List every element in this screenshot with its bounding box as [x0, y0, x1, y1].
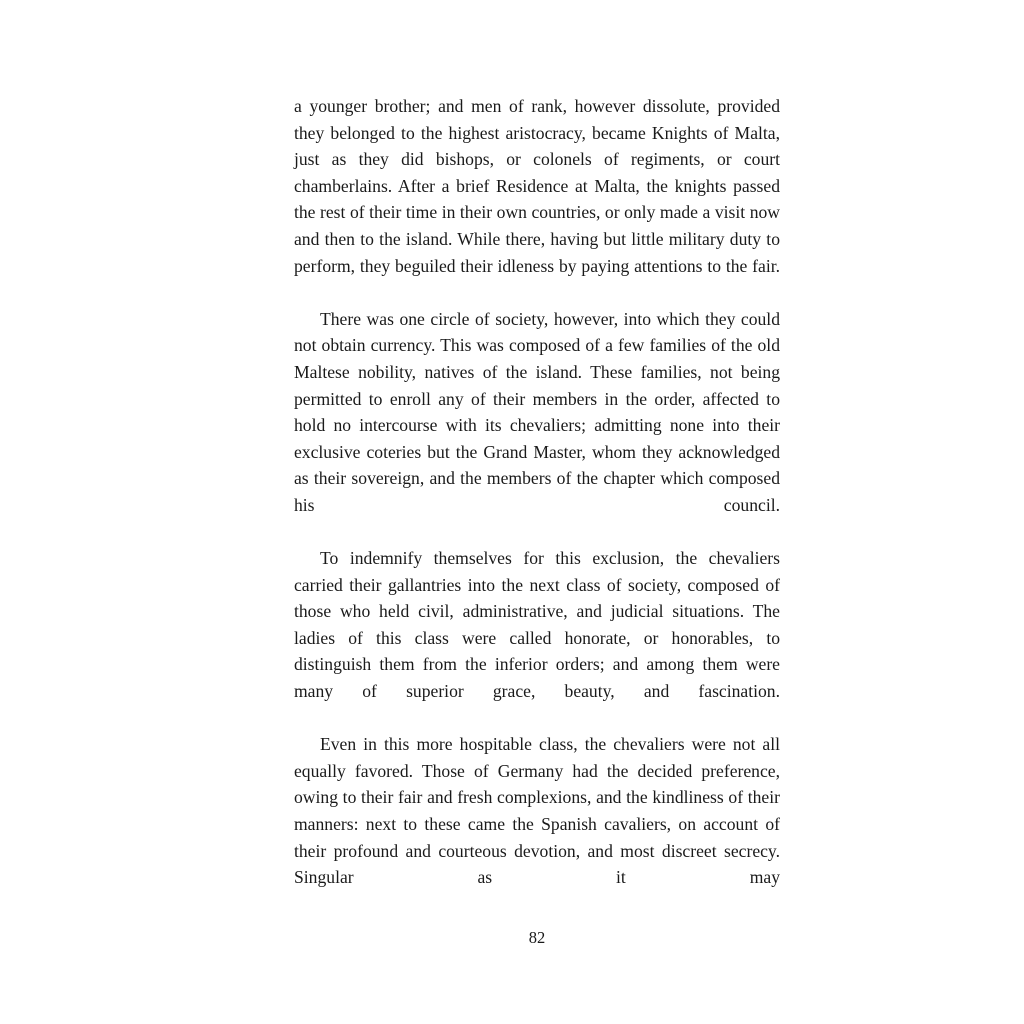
paragraph-continued: a younger brother; and men of rank, however dissolute, provided they belonged to the highest aristocracy, became Knights of Malta, just as they did bishops, or colonels of regiments, or court chamberlains. After a brief Residence at Malta, the knights passed the rest of their time in their own countries, or only made a visit now and then to the island. While there, having but little military duty to perform, they beguiled their idleness by paying attentions to the fair.	[294, 96, 780, 276]
paragraph-indemnify: To indemnify themselves for this exclusion, the chevaliers carried their gallantries into the next class of society, composed of those who held civil, administrative, and judicial situations. The ladies of this class were called honorate, or honorables, to distinguish them from the inferior orders; and among them were many of superior grace, beauty, and fascination.	[294, 548, 780, 702]
page-text-block	[294, 93, 780, 917]
page-number: 82	[528, 928, 546, 947]
paragraph-circle-of-society: There was one circle of society, however, into which they could not obtain currency. This was composed of a few families of the old Maltese nobility, natives of the island. These families, not being permitted to enroll any of their members in the order, affected to hold no intercourse with its chevaliers; admitting none into their exclusive coteries but the Grand Master, whom they acknowledged as their sovereign, and the members of the chapter which composed his council.	[294, 308, 780, 515]
paragraph-hospitable-class: Even in this more hospitable class, the chevaliers were not all equally favored. Those of Germany had the decided preference, owing to their fair and fresh complexions, and the kindliness of their manners: next to these came the Spanish cavaliers, on account of their profound and courteous devotion, and most discreet secrecy. Singular as it may	[294, 734, 780, 888]
